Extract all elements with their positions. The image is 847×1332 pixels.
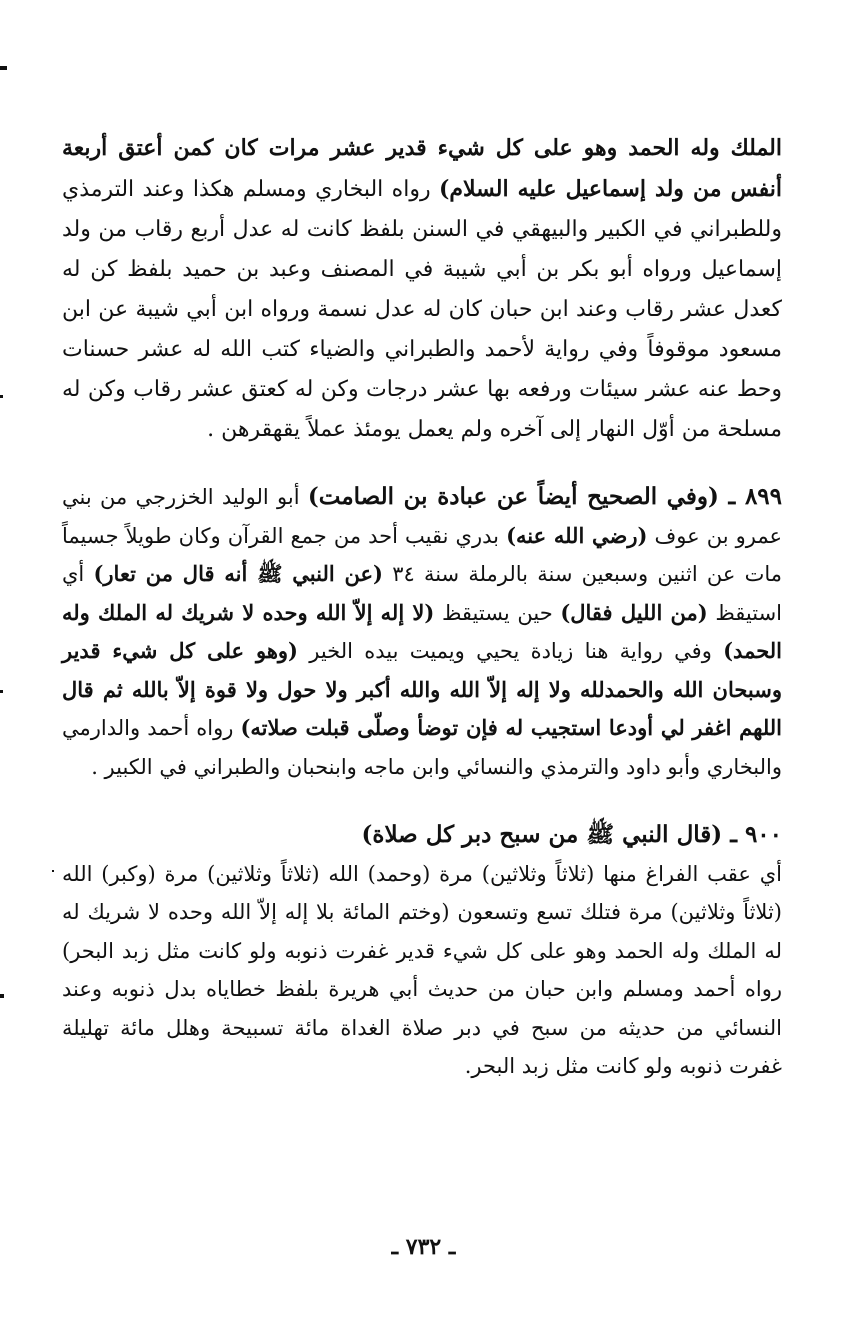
quoted-hadith-text: (من الليل فقال) <box>560 599 708 625</box>
hadith-900-body <box>62 855 782 1086</box>
commentary-text: رواه البخاري ومسلم هكذا وعند الترمذي وللطبراني في الكبير والبيهقي في السنن بلفظ كانت له عدل أربع رقاب من ولد إسماعيل ورواه أبو بكر بن أبي شيبة في المصنف وعبد بن حميد بلفظ كن له كعدل عشر رقاب وعند ابن حبان كان له عدل نسمة ورواه ابن أبي شيبة عن ابن مسعود موقوفاً وفي رواية لأحمد والطبراني والضياء كتب الله له عشر حسنات وحط عنه عشر سيئات ورفعه بها عشر درجات وكن له كعتق عشر رقاب وكن له مسلحة من أوّل النهار إلى آخره ولم يعمل يومئذ عملاً يقهقرهن . <box>62 177 782 442</box>
hadith-number: ٨٩٩ ـ <box>728 483 782 510</box>
quoted-hadith-text: (رضي الله عنه) <box>506 522 648 548</box>
page-number: ـ ٧٣٢ ـ <box>391 1234 456 1260</box>
commentary-text: أي استيقظ <box>62 562 783 625</box>
quoted-hadith-text: (عن النبي ﷺ أنه قال من تعار) <box>93 561 383 586</box>
hadith-number: ٩٠٠ ـ <box>730 821 782 848</box>
scan-mark <box>0 690 3 693</box>
commentary-text: أي عقب الفراغ منها (ثلاثاً وثلاثين) مرة (وحمد) الله (ثلاثاً وثلاثين) مرة (وكبر) الله (ثلاثاً وثلاثين) مرة فتلك تسع وتسعون (وختم المائة بلا إله إلاّ الله وحده لا شريك له له الملك وله الحمد وهو على كل شيء قدير غفرت ذنوبه ولو كانت مثل زبد البحر) رواه أحمد ومسلم وابن حبان من حديث أبي هريرة بلفظ خطاياه بدل ذنوبه وعند النسائي من حديثه من سبح في دبر صلاة الغداة مائة تسبيحة وهلل مائة تهليلة غفرت ذنوبه ولو كانت مثل زبد البحر. <box>62 861 782 1078</box>
quoted-hadith-text: (لا إله إلاّ الله وحده لا شريك له الملك وله الحمد) <box>62 599 782 663</box>
scan-mark <box>0 66 7 70</box>
hadith-heading: (قال النبي ﷺ من سبح دبر كل صلاة) <box>361 821 731 848</box>
quoted-hadith-text: (وهو على كل شيء قدير وسبحان الله والحمدلله ولا إله إلاّ الله والله أكبر ولا حول ولا قوة إلاّ بالله ثم قال اللهم اغفر لي أودعا استجيب له فإن توضأ وصلّى قبلت صلاته) <box>62 638 783 740</box>
commentary-text: حين يستيقظ <box>434 600 561 625</box>
hadith-heading: (وفي الصحيح أيضاً عن عبادة بن الصامت) <box>307 483 729 510</box>
quoted-hadith-text: الملك وله الحمد وهو على كل شيء قدير عشر مرات كان كمن أعتق أربعة أنفس من ولد إسماعيل عليه السلام) <box>62 135 783 202</box>
commentary-text: رواه أحمد والدارمي والبخاري وأبو داود والترمذي والنسائي وابن ماجه وابنحبان والطبراني في الكبير . <box>62 716 782 779</box>
commentary-text: وفي رواية هنا زيادة يحيي ويميت بيده الخير <box>297 639 724 663</box>
hadith-899 <box>62 478 782 786</box>
scan-mark <box>52 870 54 872</box>
scan-mark <box>0 395 3 398</box>
scan-mark <box>0 994 4 998</box>
hadith-900-heading-line <box>62 816 782 855</box>
commentary-text: أبو الوليد الخزرجي من بني عمرو بن عوف <box>62 485 783 548</box>
commentary-text: بدري نقيب أحد من جمع القرآن وكان طويلاً جسيماً مات عن اثنين وسبعين سنة بالرملة سنة ٣٤ <box>62 523 782 586</box>
page-body <box>62 128 782 1086</box>
paragraph-continuation <box>62 128 782 450</box>
